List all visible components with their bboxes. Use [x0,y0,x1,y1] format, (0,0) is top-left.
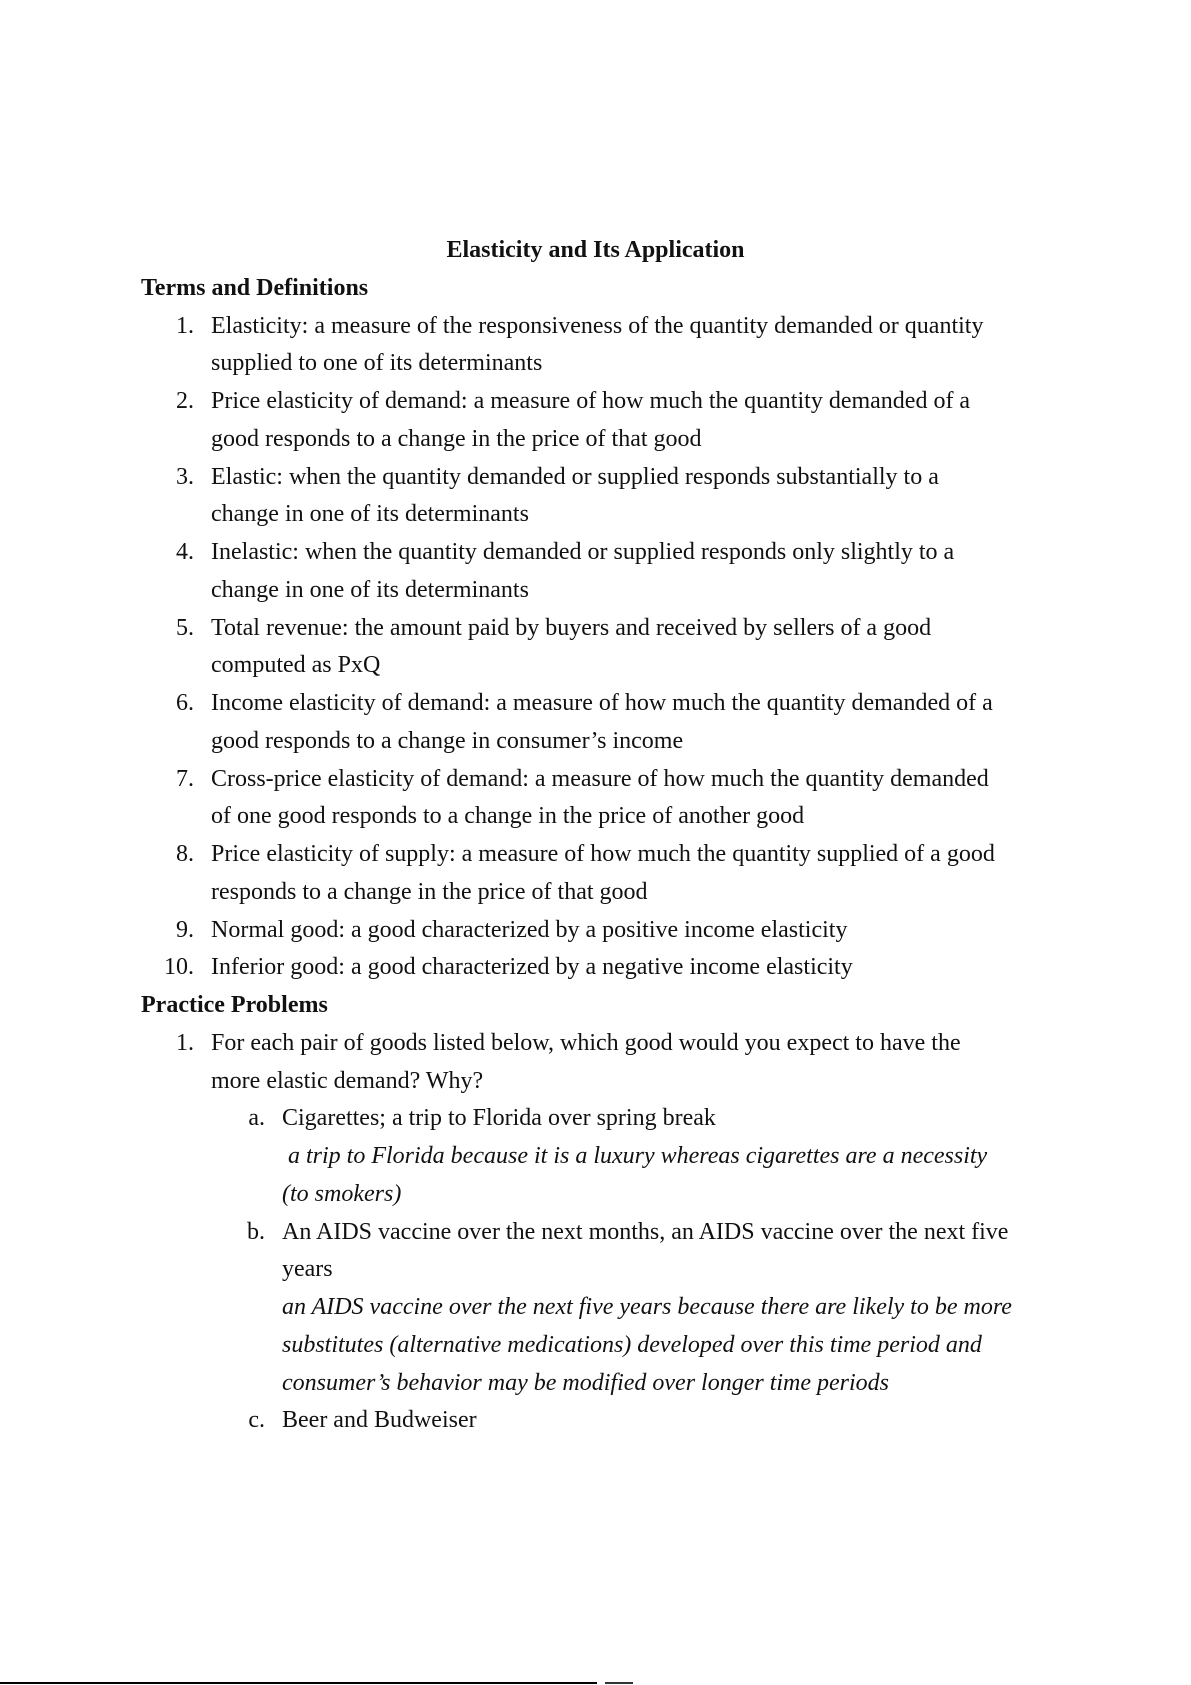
section-heading-terms: Terms and Definitions [141,274,369,301]
part-letter: b. [247,1218,265,1245]
term-definition-line: Elasticity: a measure of the responsiveness of the quantity demanded or quantity [211,312,984,339]
term-number: 7. [176,765,194,792]
term-definition-line: change in one of its determinants [211,501,529,528]
part-answer-line: consumer’s behavior may be modified over longer time periods [282,1369,890,1396]
term-number: 3. [176,463,194,490]
part-question-line: years [282,1256,333,1283]
section-heading-practice: Practice Problems [141,992,328,1018]
term-number: 4. [176,539,194,565]
part-answer-line: (to smokers) [282,1180,402,1207]
term-definition-line: Income elasticity of demand: a measure of how much the quantity demanded of a [211,690,993,716]
term-definition-line: computed as PxQ [211,652,381,679]
page-title: Elasticity and Its Application [446,237,745,263]
term-definition-line: Total revenue: the amount paid by buyers and received by sellers of a good [211,614,932,641]
term-definition-line: change in one of its determinants [211,576,529,603]
part-question-line: Cigarettes; a trip to Florida over spring break [282,1105,716,1132]
term-definition-line: Inferior good: a good characterized by a negative income elasticity [211,954,853,981]
term-number: 6. [176,690,194,716]
term-definition-line: Cross-price elasticity of demand: a measure of how much the quantity demanded [211,765,989,792]
part-answer-line: an AIDS vaccine over the next five years because there are likely to be more [282,1294,1012,1320]
part-letter: c. [248,1407,265,1434]
term-number: 5. [176,614,194,641]
part-letter: a. [248,1105,265,1132]
term-number: 9. [176,916,194,943]
term-definition-line: Normal good: a good characterized by a positive income elasticity [211,916,848,943]
term-definition-line: Inelastic: when the quantity demanded or supplied responds only slightly to a [211,539,955,565]
term-number: 2. [176,388,194,414]
term-definition-line: Price elasticity of supply: a measure of how much the quantity supplied of a good [211,841,995,867]
problem-number: 1. [176,1029,194,1056]
part-answer-line: a trip to Florida because it is a luxury whereas cigarettes are a necessity [282,1143,988,1169]
term-definition-line: good responds to a change in the price of that good [211,425,702,452]
part-question-line: Beer and Budweiser [282,1407,477,1434]
footnote-rule [0,1682,597,1684]
term-definition-line: Elastic: when the quantity demanded or supplied responds substantially to a [211,463,939,490]
part-question-line: An AIDS vaccine over the next months, an AIDS vaccine over the next five [282,1218,1009,1245]
term-definition-line: Price elasticity of demand: a measure of how much the quantity demanded of a [211,388,971,414]
part-answer-line: substitutes (alternative medications) developed over this time period and [282,1331,982,1358]
term-number: 8. [176,841,194,867]
problem-question-line: more elastic demand? Why? [211,1067,484,1094]
term-definition-line: good responds to a change in consumer’s income [211,727,684,754]
footnote-rule-fragment [605,1682,633,1684]
term-definition-line: of one good responds to a change in the price of another good [211,803,805,830]
term-number: 1. [176,312,194,339]
problem-question-line: For each pair of goods listed below, which good would you expect to have the [211,1029,961,1056]
term-definition-line: supplied to one of its determinants [211,350,543,377]
term-definition-line: responds to a change in the price of that good [211,878,648,905]
term-number: 10. [164,954,194,981]
